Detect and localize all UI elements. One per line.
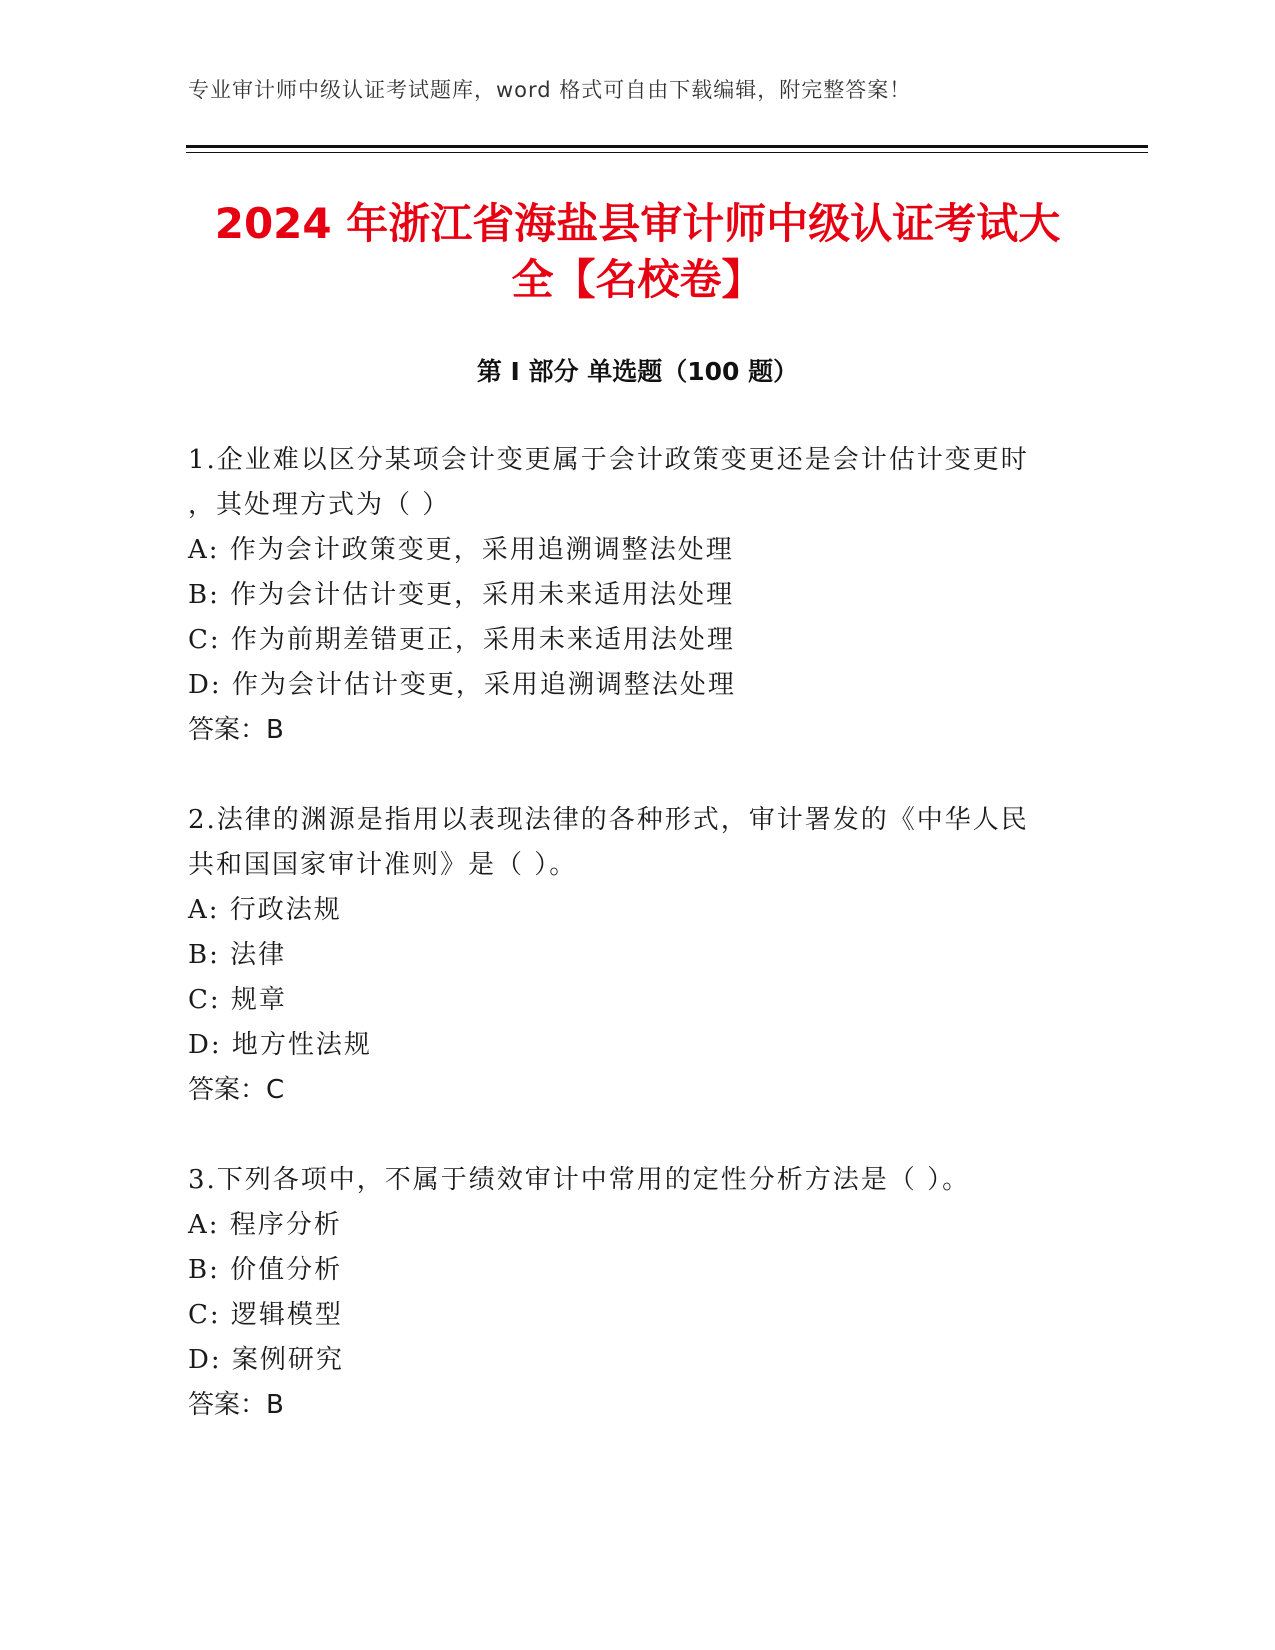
question-spacer xyxy=(188,753,1088,798)
question-stem: 2.法律的渊源是指用以表现法律的各种形式，审计署发的《中华人民 xyxy=(188,805,1029,835)
question-1 xyxy=(188,438,1088,753)
question-stem: 3.下列各项中，不属于绩效审计中常用的定性分析方法是（ ）。 xyxy=(188,1165,971,1195)
option-a: A: 程序分析 xyxy=(188,1210,342,1240)
question-2 xyxy=(188,798,1088,1113)
question-stem: 1.企业难以区分某项会计变更属于会计政策变更还是会计估计变更时 xyxy=(188,445,1029,475)
option-b: B: 法律 xyxy=(188,940,287,970)
option-a: A: 行政法规 xyxy=(188,895,342,925)
title-line-1: 2024 年浙江省海盐县审计师中级认证考试大 xyxy=(214,199,1061,248)
question-stem-continued: 共和国国家审计准则》是（ ）。 xyxy=(188,850,578,880)
option-b: B: 作为会计估计变更，采用未来适用法处理 xyxy=(188,580,735,610)
option-c: C: 规章 xyxy=(188,985,287,1015)
option-c: C: 逻辑模型 xyxy=(188,1300,343,1330)
option-d: D: 案例研究 xyxy=(188,1345,344,1375)
header-rule-thin xyxy=(186,152,1148,153)
answer: 答案：B xyxy=(188,715,284,745)
title-line-2: 全【名校卷】 xyxy=(511,255,764,304)
option-d: D: 作为会计估计变更，采用追溯调整法处理 xyxy=(188,670,736,700)
option-c: C: 作为前期差错更正，采用未来适用法处理 xyxy=(188,625,735,655)
header-rule-thick xyxy=(186,145,1148,148)
question-spacer xyxy=(188,1113,1088,1158)
question-list xyxy=(188,438,1088,1428)
option-b: B: 价值分析 xyxy=(188,1255,343,1285)
answer: 答案：B xyxy=(188,1390,284,1420)
option-a: A: 作为会计政策变更，采用追溯调整法处理 xyxy=(188,535,734,565)
header-note: 专业审计师中级认证考试题库，word 格式可自由下载编辑，附完整答案！ xyxy=(188,78,912,102)
section-title: 第 I 部分 单选题（100 题） xyxy=(476,357,799,386)
answer: 答案：C xyxy=(188,1075,285,1105)
option-d: D: 地方性法规 xyxy=(188,1030,372,1060)
question-3 xyxy=(188,1158,1088,1428)
document-title xyxy=(150,196,1125,308)
question-stem-continued: ，其处理方式为（ ） xyxy=(188,490,451,520)
